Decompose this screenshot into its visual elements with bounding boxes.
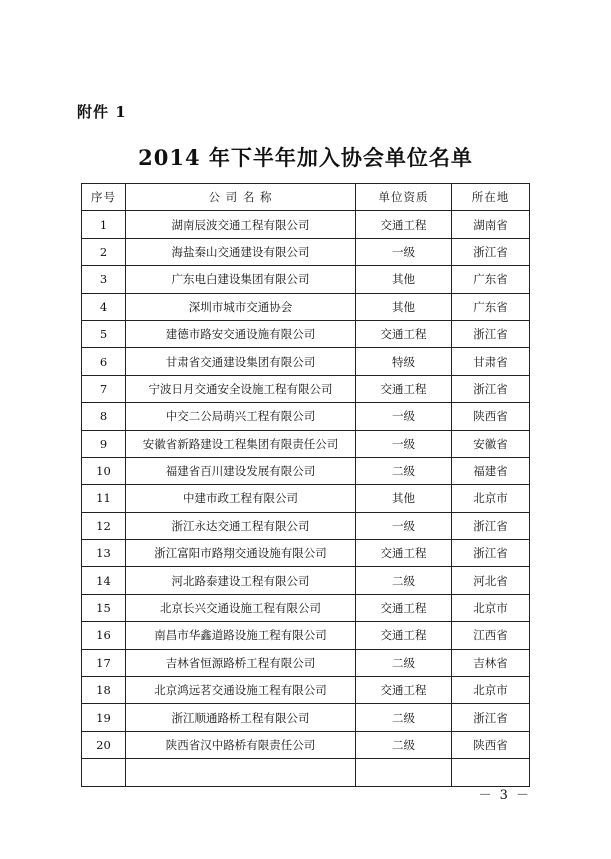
cell-location: 江西省 bbox=[452, 622, 530, 649]
cell-qualification: 二级 bbox=[356, 731, 452, 758]
cell-seq: 7 bbox=[82, 375, 126, 402]
cell-seq: 8 bbox=[82, 403, 126, 430]
header-qualification: 单位资质 bbox=[356, 184, 452, 211]
table-row bbox=[82, 457, 530, 484]
cell-seq: 11 bbox=[82, 485, 126, 512]
cell-location: 浙江省 bbox=[452, 375, 530, 402]
cell-qualification: 交通工程 bbox=[356, 594, 452, 621]
table-row bbox=[82, 540, 530, 567]
cell-company-name: 中交二公局萌兴工程有限公司 bbox=[126, 403, 356, 430]
table-row bbox=[82, 293, 530, 320]
cell-seq: 6 bbox=[82, 348, 126, 375]
cell-location: 广东省 bbox=[452, 266, 530, 293]
cell-seq: 14 bbox=[82, 567, 126, 594]
table-row bbox=[82, 485, 530, 512]
table-body bbox=[82, 211, 530, 786]
table-row bbox=[82, 567, 530, 594]
cell-qualification bbox=[356, 759, 452, 786]
table-row bbox=[82, 211, 530, 238]
cell-location: 北京市 bbox=[452, 677, 530, 704]
cell-qualification: 其他 bbox=[356, 293, 452, 320]
cell-location: 福建省 bbox=[452, 457, 530, 484]
cell-location: 浙江省 bbox=[452, 540, 530, 567]
cell-qualification: 一级 bbox=[356, 512, 452, 539]
table-row bbox=[82, 238, 530, 265]
cell-seq: 4 bbox=[82, 293, 126, 320]
cell-seq: 3 bbox=[82, 266, 126, 293]
cell-company-name: 福建省百川建设发展有限公司 bbox=[126, 457, 356, 484]
cell-qualification: 交通工程 bbox=[356, 622, 452, 649]
cell-company-name: 浙江富阳市路翔交通设施有限公司 bbox=[126, 540, 356, 567]
cell-location: 湖南省 bbox=[452, 211, 530, 238]
cell-company-name: 陕西省汉中路桥有限责任公司 bbox=[126, 731, 356, 758]
cell-company-name: 广东电白建设集团有限公司 bbox=[126, 266, 356, 293]
table-row bbox=[82, 348, 530, 375]
table-row bbox=[82, 594, 530, 621]
cell-qualification: 二级 bbox=[356, 567, 452, 594]
cell-company-name bbox=[126, 759, 356, 786]
cell-seq: 2 bbox=[82, 238, 126, 265]
cell-company-name: 海盐秦山交通建设有限公司 bbox=[126, 238, 356, 265]
cell-qualification: 交通工程 bbox=[356, 677, 452, 704]
cell-company-name: 安徽省新路建设工程集团有限责任公司 bbox=[126, 430, 356, 457]
table-row bbox=[82, 704, 530, 731]
cell-company-name: 中建市政工程有限公司 bbox=[126, 485, 356, 512]
cell-qualification: 交通工程 bbox=[356, 320, 452, 347]
cell-seq: 19 bbox=[82, 704, 126, 731]
cell-location: 浙江省 bbox=[452, 320, 530, 347]
cell-company-name: 建德市路安交通设施有限公司 bbox=[126, 320, 356, 347]
cell-company-name: 深圳市城市交通协会 bbox=[126, 293, 356, 320]
table-row bbox=[82, 759, 530, 786]
cell-location: 北京市 bbox=[452, 485, 530, 512]
cell-seq: 5 bbox=[82, 320, 126, 347]
cell-company-name: 湖南辰波交通工程有限公司 bbox=[126, 211, 356, 238]
cell-seq: 20 bbox=[82, 731, 126, 758]
table-row bbox=[82, 320, 530, 347]
cell-qualification: 特级 bbox=[356, 348, 452, 375]
cell-location: 吉林省 bbox=[452, 649, 530, 676]
cell-qualification: 其他 bbox=[356, 266, 452, 293]
cell-seq: 10 bbox=[82, 457, 126, 484]
cell-location: 浙江省 bbox=[452, 512, 530, 539]
header-seq: 序号 bbox=[82, 184, 126, 211]
cell-qualification: 交通工程 bbox=[356, 540, 452, 567]
table-row bbox=[82, 375, 530, 402]
cell-qualification: 一级 bbox=[356, 430, 452, 457]
cell-company-name: 甘肃省交通建设集团有限公司 bbox=[126, 348, 356, 375]
cell-qualification: 交通工程 bbox=[356, 375, 452, 402]
cell-qualification: 二级 bbox=[356, 457, 452, 484]
cell-company-name: 浙江顺通路桥工程有限公司 bbox=[126, 704, 356, 731]
cell-location: 陕西省 bbox=[452, 403, 530, 430]
table-row bbox=[82, 649, 530, 676]
cell-location: 广东省 bbox=[452, 293, 530, 320]
cell-location: 浙江省 bbox=[452, 704, 530, 731]
cell-location: 河北省 bbox=[452, 567, 530, 594]
cell-seq: 18 bbox=[82, 677, 126, 704]
table-row bbox=[82, 731, 530, 758]
cell-qualification: 一级 bbox=[356, 403, 452, 430]
cell-seq: 13 bbox=[82, 540, 126, 567]
cell-company-name: 宁波日月交通安全设施工程有限公司 bbox=[126, 375, 356, 402]
cell-qualification: 其他 bbox=[356, 485, 452, 512]
cell-company-name: 南昌市华鑫道路设施工程有限公司 bbox=[126, 622, 356, 649]
cell-location: 甘肃省 bbox=[452, 348, 530, 375]
document-title: 2014 年下半年加入协会单位名单 bbox=[138, 145, 473, 170]
cell-company-name: 浙江永达交通工程有限公司 bbox=[126, 512, 356, 539]
cell-seq: 9 bbox=[82, 430, 126, 457]
cell-location: 陕西省 bbox=[452, 731, 530, 758]
cell-seq: 16 bbox=[82, 622, 126, 649]
header-location: 所在地 bbox=[452, 184, 530, 211]
cell-qualification: 交通工程 bbox=[356, 211, 452, 238]
cell-seq: 15 bbox=[82, 594, 126, 621]
cell-company-name: 河北路泰建设工程有限公司 bbox=[126, 567, 356, 594]
header-company-name: 公 司 名 称 bbox=[126, 184, 356, 211]
cell-company-name: 吉林省恒源路桥工程有限公司 bbox=[126, 649, 356, 676]
table-row bbox=[82, 266, 530, 293]
cell-seq bbox=[82, 759, 126, 786]
page-number: － 3 － bbox=[478, 788, 531, 803]
table-row bbox=[82, 622, 530, 649]
cell-location: 浙江省 bbox=[452, 238, 530, 265]
cell-location bbox=[452, 759, 530, 786]
attachment-label: 附件 1 bbox=[77, 103, 127, 121]
cell-seq: 17 bbox=[82, 649, 126, 676]
member-table bbox=[81, 183, 530, 787]
cell-company-name: 北京鸿远茗交通设施工程有限公司 bbox=[126, 677, 356, 704]
cell-location: 安徽省 bbox=[452, 430, 530, 457]
cell-location: 北京市 bbox=[452, 594, 530, 621]
table-row bbox=[82, 512, 530, 539]
table-row bbox=[82, 430, 530, 457]
cell-qualification: 二级 bbox=[356, 649, 452, 676]
cell-qualification: 一级 bbox=[356, 238, 452, 265]
cell-qualification: 二级 bbox=[356, 704, 452, 731]
table-row bbox=[82, 403, 530, 430]
table-row bbox=[82, 677, 530, 704]
cell-seq: 12 bbox=[82, 512, 126, 539]
cell-company-name: 北京长兴交通设施工程有限公司 bbox=[126, 594, 356, 621]
table-header-row bbox=[82, 184, 530, 211]
cell-seq: 1 bbox=[82, 211, 126, 238]
